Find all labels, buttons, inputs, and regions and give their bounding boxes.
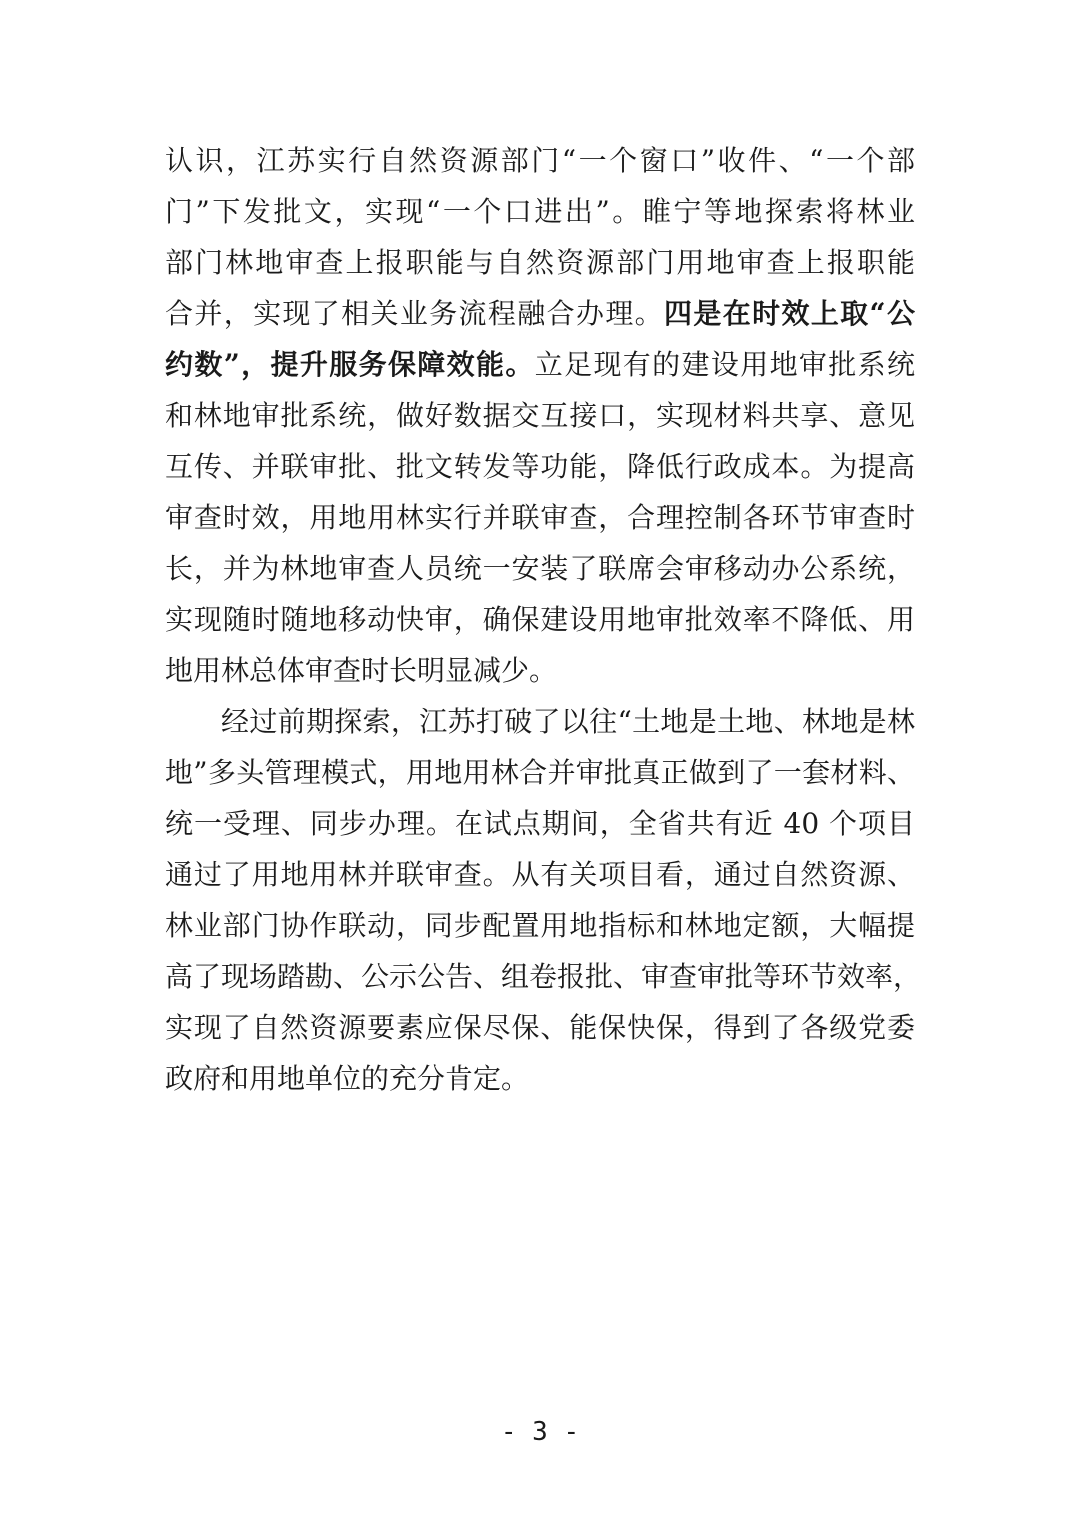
text-run: 互传、并联审批、批文转发等功能，降低行政成本。为提高 bbox=[165, 450, 915, 483]
text-run: 政府和用地单位的充分肯定。 bbox=[165, 1062, 530, 1095]
text-run: 实现了自然资源要素应保尽保、能保快保，得到了各级党委 bbox=[165, 1011, 915, 1044]
text-run: 地”多头管理模式，用地用林合并审批真正做到了一套材料、 bbox=[165, 756, 915, 789]
paragraph-1-line-3 bbox=[165, 243, 915, 283]
paragraph-1-line-8 bbox=[165, 498, 915, 538]
paragraph-2-line-4 bbox=[165, 855, 915, 895]
bold-heading-run: 四是在时效上取“公 bbox=[664, 297, 915, 330]
text-run: 和林地审批系统，做好数据交互接口，实现材料共享、意见 bbox=[165, 399, 915, 432]
text-run: 立足现有的建设用地审批系统 bbox=[534, 348, 915, 381]
paragraph-1-line-1 bbox=[165, 141, 915, 181]
paragraph-2-line-5 bbox=[165, 906, 915, 946]
text-run: 合并，实现了相关业务流程融合办理。 bbox=[165, 297, 665, 330]
text-run: 经过前期探索，江苏打破了以往“土地是土地、林地是林 bbox=[221, 705, 915, 738]
paragraph-2-line-1 bbox=[221, 702, 915, 742]
paragraph-1-line-9 bbox=[165, 549, 915, 589]
paragraph-2-line-6 bbox=[165, 957, 922, 997]
text-run: 审查时效，用地用林实行并联审查，合理控制各环节审查时 bbox=[165, 501, 915, 534]
text-run: 统一受理、同步办理。在试点期间，全省共有近 40 个项目 bbox=[165, 807, 915, 840]
text-run: 认识，江苏实行自然资源部门“一个窗口”收件、“一个部 bbox=[165, 144, 915, 177]
text-run: 高了现场踏勘、公示公告、组卷报批、审查审批等环节效率， bbox=[165, 960, 922, 993]
bold-heading-run: 约数”，提升服务保障效能。 bbox=[165, 348, 535, 381]
text-run: 门”下发批文，实现“一个口进出”。睢宁等地探索将林业 bbox=[165, 195, 915, 228]
text-run: 部门林地审查上报职能与自然资源部门用地审查上报职能 bbox=[165, 246, 915, 279]
text-run: 实现随时随地移动快审，确保建设用地审批效率不降低、用 bbox=[165, 603, 915, 636]
text-run: 通过了用地用林并联审查。从有关项目看，通过自然资源、 bbox=[165, 858, 915, 891]
paragraph-1-line-7 bbox=[165, 447, 915, 487]
paragraph-1-line-10 bbox=[165, 600, 915, 640]
text-run: 林业部门协作联动，同步配置用地指标和林地定额，大幅提 bbox=[165, 909, 915, 942]
paragraph-1-line-4 bbox=[165, 294, 915, 334]
paragraph-2-line-8 bbox=[165, 1059, 915, 1099]
paragraph-2-line-2 bbox=[165, 753, 915, 793]
page-number: - 3 - bbox=[500, 1417, 580, 1447]
paragraph-2-line-7 bbox=[165, 1008, 915, 1048]
paragraph-1-line-5 bbox=[165, 345, 915, 385]
paragraph-1-line-2 bbox=[165, 192, 915, 232]
paragraph-1-line-6 bbox=[165, 396, 915, 436]
paragraph-2-line-3 bbox=[165, 804, 915, 844]
text-run: 长，并为林地审查人员统一安装了联席会审移动办公系统， bbox=[165, 552, 915, 585]
text-run: 地用林总体审查时长明显减少。 bbox=[165, 654, 558, 687]
paragraph-1-line-11 bbox=[165, 651, 915, 691]
